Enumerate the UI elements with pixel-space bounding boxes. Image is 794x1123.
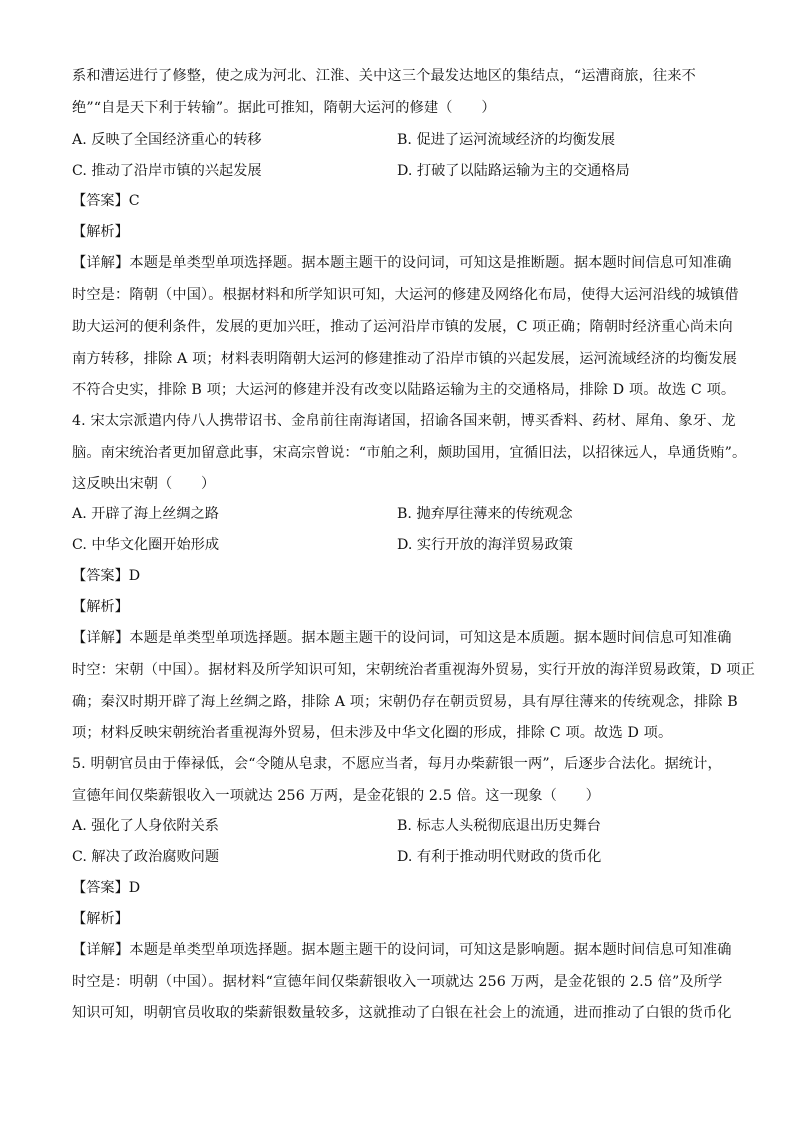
q3-option-a: A. 反映了全国经济重心的转移 bbox=[72, 132, 262, 148]
q5-analysis-title: 【解析】 bbox=[72, 911, 129, 927]
q4-option-b: B. 抛弃厚往薄来的传统观念 bbox=[397, 506, 573, 522]
q3-analysis-line-1: 【详解】本题是单类型单项选择题。据本题主题干的设问词，可知这是推断题。据本题时间信息可知准确 bbox=[72, 255, 732, 271]
q4-option-d: D. 实行开放的海洋贸易政策 bbox=[397, 537, 573, 553]
q3-option-c: C. 推动了沿岸市镇的兴起发展 bbox=[72, 163, 262, 179]
q3-analysis-title: 【解析】 bbox=[72, 224, 129, 240]
q4-analysis-line-1: 【详解】本题是单类型单项选择题。据本题主题干的设问词，可知这是本质题。据本题时间信息可知准确 bbox=[72, 630, 732, 646]
q5-option-d: D. 有利于推动明代财政的货币化 bbox=[397, 849, 602, 865]
q3-option-b: B. 促进了运河流域经济的均衡发展 bbox=[397, 132, 616, 148]
q5-option-b: B. 标志人头税彻底退出历史舞台 bbox=[397, 818, 601, 834]
q5-option-c: C. 解决了政治腐败问题 bbox=[72, 849, 220, 865]
q3-analysis-line-4: 南方转移，排除 A 项；材料表明隋朝大运河的修建推动了沿岸市镇的兴起发展，运河流域经济的均衡发展 bbox=[72, 351, 737, 367]
q5-analysis-line-1: 【详解】本题是单类型单项选择题。据本题主题干的设问词，可知这是影响题。据本题时间信息可知准确 bbox=[72, 942, 732, 958]
q5-analysis-line-3: 知识可知，明朝官员收取的柴薪银数量较多，这就推动了白银在社会上的流通，进而推动了白银的货币化 bbox=[72, 1005, 732, 1021]
q4-analysis-title: 【解析】 bbox=[72, 599, 129, 615]
q4-stem-line-2: 脑。南宋统治者更加留意此事，宋高宗曾说：“市舶之利，颇助国用，宜循旧法，以招徕远人，阜通货贿”。 bbox=[72, 445, 747, 461]
q3-stem-line-1: 系和漕运进行了修整，使之成为河北、江淮、关中这三个最发达地区的集结点，“运漕商旅，往来不 bbox=[72, 68, 696, 84]
q4-analysis-line-2: 时空：宋朝（中国）。据材料及所学知识可知，宋朝统治者重视海外贸易，实行开放的海洋贸易政策，D 项正 bbox=[72, 662, 755, 678]
q3-analysis-line-3: 助大运河的便利条件，发展的更加兴旺，推动了运河沿岸市镇的发展，C 项正确；隋朝时经济重心尚未向 bbox=[72, 319, 733, 335]
q4-option-a: A. 开辟了海上丝绸之路 bbox=[72, 506, 219, 522]
q4-analysis-line-4: 项；材料反映宋朝统治者重视海外贸易，但未涉及中华文化圈的形成，排除 C 项。故选 D 项。 bbox=[72, 725, 673, 741]
q4-answer: 【答案】D bbox=[72, 568, 141, 584]
q4-option-c: C. 中华文化圈开始形成 bbox=[72, 537, 220, 553]
q4-analysis-line-3: 确；秦汉时期开辟了海上丝绸之路，排除 A 项；宋朝仍存在朝贡贸易，具有厚往薄来的传统观念，排除 B bbox=[72, 694, 738, 710]
q5-analysis-line-2: 时空是：明朝（中国）。据材料“宣德年间仅柴薪银收入一项就达 256 万两，是金花银的 2.5 倍”及所学 bbox=[72, 974, 723, 990]
q5-stem-line-2: 宣德年间仅柴薪银收入一项就达 256 万两，是金花银的 2.5 倍。这一现象（ ） bbox=[72, 788, 600, 804]
q5-stem-line-1: 5. 明朝官员由于俸禄低，会“令随从皂隶，不愿应当者，每月办柴薪银一两”，后逐步合法化。据统计， bbox=[72, 756, 722, 772]
q3-analysis-line-5: 不符合史实，排除 B 项；大运河的修建并没有改变以陆路运输为主的交通格局，排除 D 项。故选 C 项。 bbox=[72, 382, 736, 398]
q5-option-a: A. 强化了人身依附关系 bbox=[72, 818, 219, 834]
q4-stem-line-1: 4. 宋太宗派遣内侍八人携带诏书、金帛前往南海诸国，招谕各国来朝，博买香料、药材、犀角、象牙、龙 bbox=[72, 413, 736, 429]
q5-answer: 【答案】D bbox=[72, 880, 141, 896]
q3-answer: 【答案】C bbox=[72, 193, 140, 209]
q3-stem-line-2: 绝”“自是天下利于转输”。据此可推知，隋朝大运河的修建（ ） bbox=[72, 100, 496, 116]
q3-analysis-line-2: 时空是：隋朝（中国）。根据材料和所学知识可知，大运河的修建及网络化布局，使得大运河沿线的城镇借 bbox=[72, 287, 739, 303]
q4-stem-line-3: 这反映出宋朝（ ） bbox=[72, 476, 216, 492]
q3-option-d: D. 打破了以陆路运输为主的交通格局 bbox=[397, 163, 630, 179]
